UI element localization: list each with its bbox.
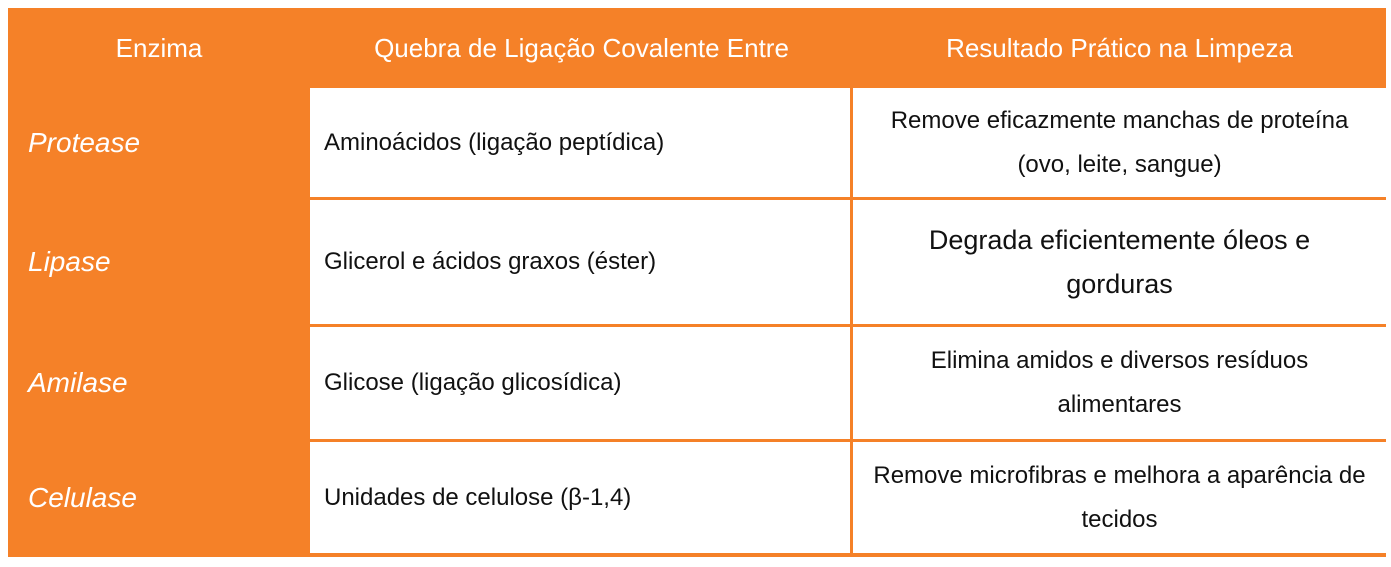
row-enzyme-celulase: Celulase — [28, 481, 137, 513]
header-enzyme: Enzima — [115, 32, 203, 63]
header-result: Resultado Prático na Limpeza — [946, 32, 1293, 63]
enzyme-table — [8, 8, 1386, 557]
header-bond: Quebra de Ligação Covalente Entre — [374, 32, 789, 63]
row-bond-amilase: Glicose (ligação glicosídica) — [310, 327, 850, 439]
row-bond-celulase: Unidades de celulose (β-1,4) — [310, 442, 850, 553]
row-enzyme-amilase: Amilase — [28, 367, 128, 398]
row-result-celulase: Remove microfibras e melhora a aparência de tecidos — [853, 442, 1386, 553]
row-bond-protease: Aminoácidos (ligação peptídica) — [310, 88, 850, 197]
row-enzyme-lipase: Lipase — [28, 246, 111, 277]
row-enzyme-protease: Protease — [28, 126, 141, 158]
row-result-amilase: Elimina amidos e diversos resíduos alimentares — [853, 327, 1386, 439]
row-bond-lipase: Glicerol e ácidos graxos (éster) — [310, 200, 850, 324]
row-result-lipase: Degrada eficientemente óleos e gorduras — [853, 200, 1386, 324]
row-result-protease: Remove eficazmente manchas de proteína (ovo, leite, sangue) — [853, 88, 1386, 197]
